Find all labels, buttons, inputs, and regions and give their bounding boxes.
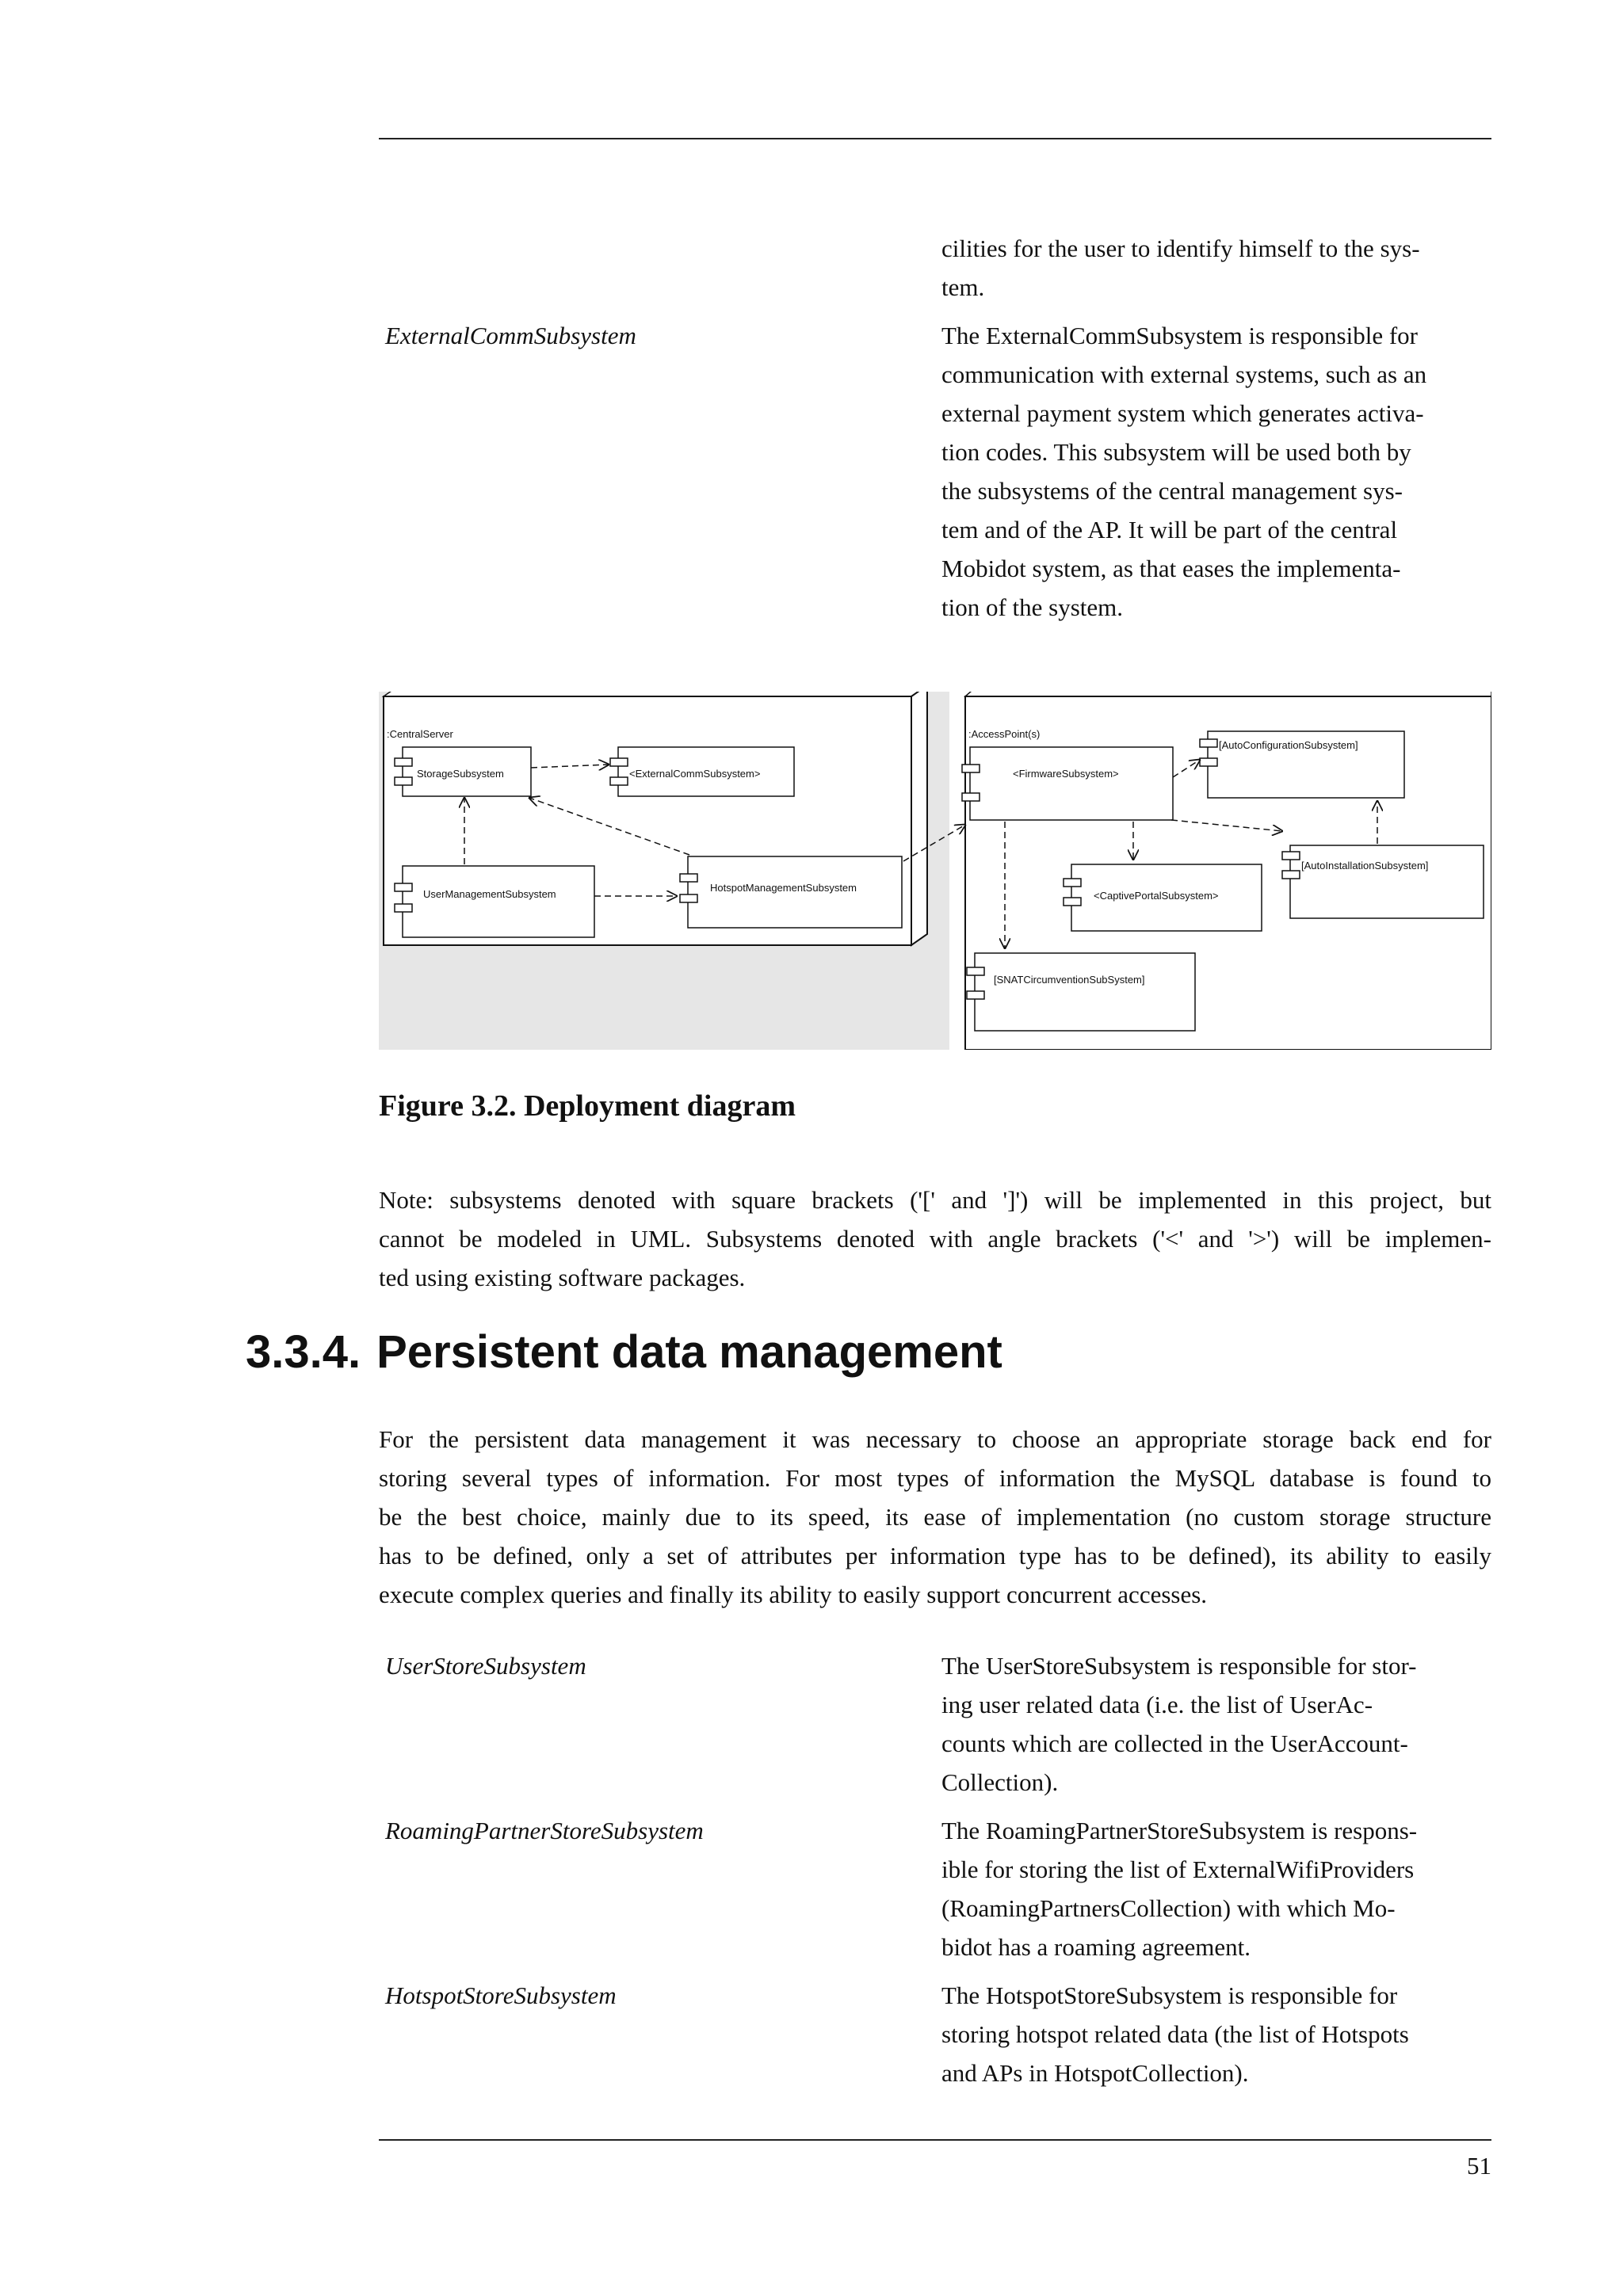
description-line: communication with external systems, such as an xyxy=(941,360,1427,388)
definition-term: HotspotStoreSubsystem xyxy=(385,1981,617,2009)
description-line: The HotspotStoreSubsystem is responsible for xyxy=(941,1981,1398,2009)
definition-term: UserStoreSubsystem xyxy=(385,1652,586,1680)
paragraph-line: ted using existing software packages. xyxy=(379,1264,746,1291)
description-line: and APs in HotspotCollection). xyxy=(941,2059,1249,2087)
description-line: The UserStoreSubsystem is responsible for stor- xyxy=(941,1652,1417,1680)
component-firmware-subsystem xyxy=(962,747,1173,820)
node-label: :AccessPoint(s) xyxy=(968,728,1041,740)
definition-description xyxy=(941,1976,1472,2092)
definition-row xyxy=(379,1646,1491,1802)
description-line: storing hotspot related data (the list of Hotspots xyxy=(941,2020,1409,2048)
description-line: The ExternalCommSubsystem is responsible for xyxy=(941,322,1418,349)
description-line: ible for storing the list of ExternalWifiProviders xyxy=(941,1855,1415,1883)
description-line: (RoamingPartnersCollection) with which Mo- xyxy=(941,1894,1396,1922)
paragraph-line: Note: subsystems denoted with square brackets ('[' and ']') will be implemented in this project, but xyxy=(379,1186,1491,1214)
section-number: 3.3.4. xyxy=(246,1326,361,1378)
deployment-diagram xyxy=(379,692,1491,1050)
paragraph-line: For the persistent data management it was necessary to choose an appropriate storage back end for xyxy=(379,1425,1491,1453)
description-line: cilities for the user to identify himself to the sys- xyxy=(941,235,1420,262)
component-auto-configuration-subsystem xyxy=(1200,731,1404,798)
component-label: <CaptivePortalSubsystem> xyxy=(1094,890,1219,902)
description-line: tem. xyxy=(941,273,985,301)
section-title: Persistent data management xyxy=(376,1326,1002,1378)
definition-description xyxy=(941,229,1472,307)
description-line: ing user related data (i.e. the list of UserAc- xyxy=(941,1691,1373,1718)
component-storage-subsystem xyxy=(395,747,531,796)
paragraph-line: cannot be modeled in UML. Subsystems denoted with angle brackets ('<' and '>') will be implemen- xyxy=(379,1225,1491,1253)
node-label: :CentralServer xyxy=(387,728,453,740)
definition-term: ExternalCommSubsystem xyxy=(385,322,636,349)
component-snat-circumvention-subsystem xyxy=(967,953,1195,1031)
paragraph-line: has to be defined, only a set of attributes per information type has to be defined), its ability to easily xyxy=(379,1542,1491,1569)
component-label: HotspotManagementSubsystem xyxy=(710,882,857,894)
definition-term: RoamingPartnerStoreSubsystem xyxy=(385,1817,704,1844)
description-line: tem and of the AP. It will be part of the central xyxy=(941,516,1398,543)
paragraph-line: storing several types of information. For most types of information the MySQL database is found to xyxy=(379,1464,1491,1492)
description-line: tion of the system. xyxy=(941,593,1124,621)
definition-list-bottom xyxy=(379,1646,1491,2092)
definition-row xyxy=(379,1976,1491,2092)
description-line: The RoamingPartnerStoreSubsystem is respons- xyxy=(941,1817,1418,1844)
component-label: <FirmwareSubsystem> xyxy=(1013,768,1119,780)
page-number: 51 xyxy=(1467,2152,1491,2180)
component-user-management-subsystem xyxy=(395,866,594,937)
definition-description xyxy=(941,1646,1472,1802)
component-label: [AutoConfigurationSubsystem] xyxy=(1219,739,1358,751)
figure-caption: Figure 3.2. Deployment diagram xyxy=(379,1089,796,1123)
component-label: [AutoInstallationSubsystem] xyxy=(1301,860,1429,871)
definition-row xyxy=(379,1811,1491,1966)
definition-row xyxy=(379,316,1491,627)
component-label: [SNATCircumventionSubSystem] xyxy=(994,974,1145,986)
description-line: the subsystems of the central management sys- xyxy=(941,477,1403,505)
component-external-comm-subsystem xyxy=(610,747,794,796)
note-paragraph xyxy=(379,1180,1491,1297)
description-line: Mobidot system, as that eases the implementa- xyxy=(941,555,1401,582)
section-heading xyxy=(246,1325,1002,1380)
footer-rule xyxy=(379,2139,1491,2141)
description-line: external payment system which generates activa- xyxy=(941,399,1424,427)
component-hotspot-management-subsystem xyxy=(680,856,902,928)
definition-description xyxy=(941,1811,1472,1966)
description-line: tion codes. This subsystem will be used both by xyxy=(941,438,1411,466)
component-label: <ExternalCommSubsystem> xyxy=(629,768,761,780)
intro-paragraph xyxy=(379,1420,1491,1614)
description-line: counts which are collected in the UserAccount- xyxy=(941,1730,1408,1757)
component-auto-installation-subsystem xyxy=(1282,845,1484,918)
header-rule xyxy=(379,138,1491,139)
component-label: StorageSubsystem xyxy=(417,768,504,780)
paragraph-line: execute complex queries and finally its ability to easily support concurrent accesses. xyxy=(379,1581,1208,1608)
definition-description xyxy=(941,316,1472,627)
component-captive-portal-subsystem xyxy=(1064,864,1262,931)
definition-row xyxy=(379,229,1491,307)
definition-list-top xyxy=(379,229,1491,627)
description-line: Collection). xyxy=(941,1768,1059,1796)
component-label: UserManagementSubsystem xyxy=(423,888,556,900)
description-line: bidot has a roaming agreement. xyxy=(941,1933,1251,1961)
paragraph-line: be the best choice, mainly due to its speed, its ease of implementation (no custom storage structure xyxy=(379,1503,1491,1531)
